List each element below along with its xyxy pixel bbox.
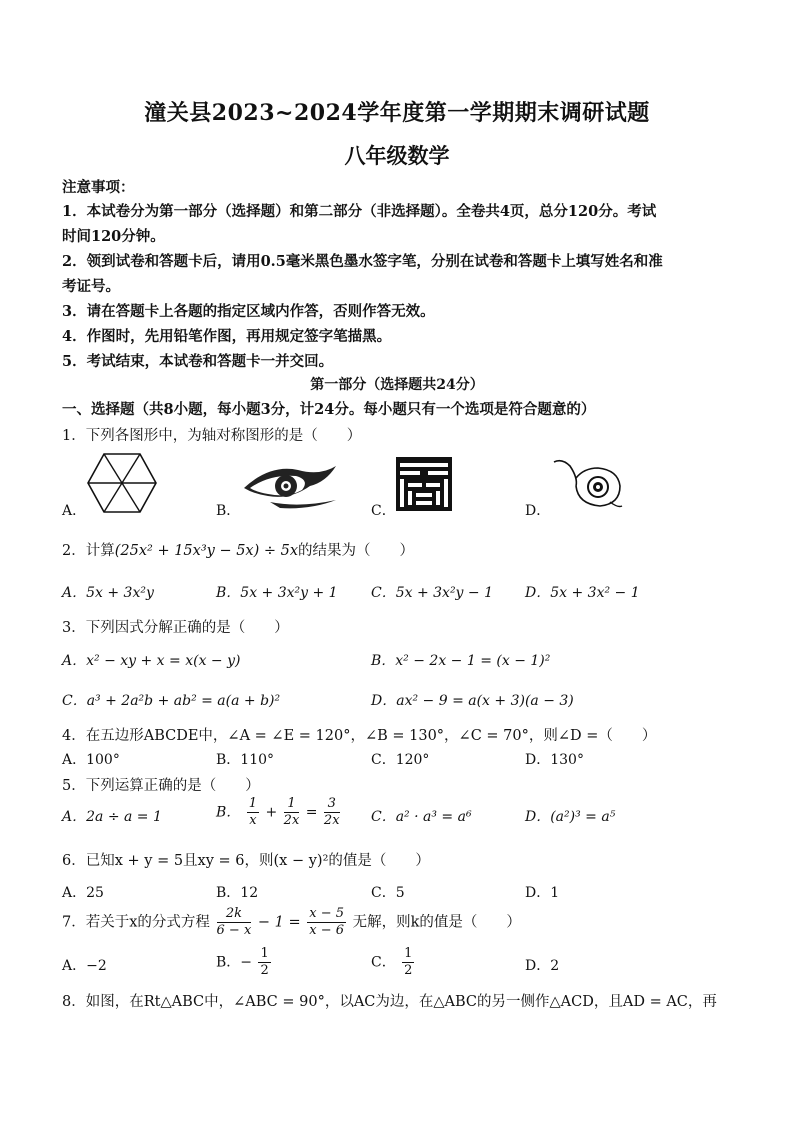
q7-option-d: D．2 xyxy=(525,958,560,974)
numerator: 1 xyxy=(284,796,300,813)
denominator: x − 6 xyxy=(309,923,345,938)
q4-option-a: A．100° xyxy=(62,752,120,768)
q5-stem: 5．下列运算正确的是（ ） xyxy=(62,778,260,794)
q3-option-b: B．x² − 2x − 1 = (x − 1)² xyxy=(371,653,551,669)
q3-option-c: C．a³ + 2a²b + ab² = a(a + b)² xyxy=(62,693,281,709)
q1-option-a: A． xyxy=(62,503,87,519)
numerator: 2k xyxy=(217,906,252,923)
plus-sign: + xyxy=(265,804,278,821)
equals-sign: = xyxy=(305,804,318,821)
q8-stem: 8．如图，在Rt△ABC中，∠ABC = 90°，以AC为边，在△ABC的另一侧作△ACD，且AD = AC，再 xyxy=(62,994,717,1010)
fraction-x-minus-5-over-x-minus-6 xyxy=(307,906,346,939)
q7-option-c-label: C． xyxy=(371,954,396,971)
notice-line-7: 5．考试结束，本试卷和答题卡一并交回。 xyxy=(62,353,334,370)
q7-option-a: A．−2 xyxy=(62,958,107,974)
hexagon-figure xyxy=(86,452,158,514)
q7-stem-post: 无解，则k的值是（ ） xyxy=(352,914,521,931)
q3-stem: 3．下列因式分解正确的是（ ） xyxy=(62,620,289,636)
q7-stem-pre: 7．若关于x的分式方程 xyxy=(62,914,210,931)
notice-heading: 注意事项： xyxy=(62,179,135,196)
q6-option-a: A．25 xyxy=(62,885,104,901)
q6-stem: 6．已知x + y = 5且xy = 6，则(x − y)²的值是（ ） xyxy=(62,853,430,869)
q7-option-b-label: B．− xyxy=(216,954,253,971)
denominator: 2 xyxy=(404,963,413,978)
q3-option-a: A．x² − xy + x = x(x − y) xyxy=(62,653,241,669)
q1-stem: 1．下列各图形中，为轴对称图形的是（ ） xyxy=(62,428,362,444)
q5-option-a: A．2a ÷ a = 1 xyxy=(62,809,162,825)
numerator: 1 xyxy=(248,796,258,811)
notice-line-1: 1．本试卷分为第一部分（选择题）和第二部分（非选择题）。全卷共4页，总分120分。考试 xyxy=(62,203,657,220)
q1-option-b: B． xyxy=(216,503,241,519)
q4-option-c: C．120° xyxy=(371,752,430,768)
numerator: x − 5 xyxy=(309,906,345,921)
q2-stem-post: 的结果为（ ） xyxy=(298,543,415,559)
denominator: 2 xyxy=(260,963,269,978)
section-heading: 一、选择题（共8小题，每小题3分，计24分。每小题只有一个选项是符合题意的） xyxy=(62,401,596,418)
q7-equation-middle: − 1 = xyxy=(257,914,301,931)
q2-expression: (25x² + 15x³y − 5x) ÷ 5x xyxy=(114,543,299,559)
fraction-1-over-2x xyxy=(284,796,300,829)
denominator: 2x xyxy=(283,813,300,828)
q6-option-c: C．5 xyxy=(371,885,405,901)
fraction-2k-over-6-minus-x xyxy=(217,906,252,939)
fraction-1-over-x xyxy=(247,796,259,829)
q4-stem: 4．在五边形ABCDE中，∠A = ∠E = 120°，∠B = 130°，∠C = 70°，则∠D =（ ） xyxy=(62,728,657,744)
q3-option-d: D．ax² − 9 = a(x + 3)(a − 3) xyxy=(371,693,574,709)
q2-option-a: A．5x + 3x²y xyxy=(62,585,154,601)
fraction-3-over-2x xyxy=(324,796,340,829)
eye-figure xyxy=(240,462,340,510)
q6-option-b: B．12 xyxy=(216,885,259,901)
q2-option-c: C．5x + 3x²y − 1 xyxy=(371,585,494,601)
exam-title: 潼关县2023~2024学年度第一学期期末调研试题 xyxy=(144,100,650,126)
notice-line-2: 时间120分钟。 xyxy=(62,228,165,245)
q2-stem xyxy=(62,539,414,560)
q2-option-d: D．5x + 3x² − 1 xyxy=(525,585,640,601)
q7-stem xyxy=(62,906,521,939)
part1-heading: 第一部分（选择题共24分） xyxy=(310,377,484,393)
q2-option-b: B．5x + 3x²y + 1 xyxy=(216,585,338,601)
q4-option-b: B．110° xyxy=(216,752,275,768)
q1-option-c: C． xyxy=(371,503,396,519)
denominator: 2x xyxy=(323,813,340,828)
notice-line-6: 4．作图时，先用铅笔作图，再用规定签字笔描黑。 xyxy=(62,328,392,345)
notice-line-5: 3．请在答题卡上各题的指定区域内作答，否则作答无效。 xyxy=(62,303,435,320)
maze-pattern-figure xyxy=(394,455,454,513)
numerator: 3 xyxy=(324,796,340,813)
fraction-one-half xyxy=(258,946,270,979)
q6-option-d: D．1 xyxy=(525,885,560,901)
q7-option-b xyxy=(216,946,273,979)
numerator: 1 xyxy=(404,946,413,961)
q4-option-d: D．130° xyxy=(525,752,584,768)
q5-option-b xyxy=(216,796,342,829)
notice-line-3: 2．领到试卷和答题卡后，请用0.5毫米黑色墨水签字笔，分别在试卷和答题卡上填写姓名和准 xyxy=(62,253,663,270)
numerator: 1 xyxy=(260,946,269,961)
q1-option-d: D． xyxy=(525,503,551,519)
q5-option-b-label: B． xyxy=(216,804,241,821)
denominator: 6 − x xyxy=(216,923,252,938)
hand-eye-figure xyxy=(548,456,624,512)
q5-option-c: C．a² · a³ = a⁶ xyxy=(371,809,472,825)
q5-option-d: D．(a²)³ = a⁵ xyxy=(525,809,616,825)
notice-line-4: 考证号。 xyxy=(62,278,120,295)
q7-option-c xyxy=(371,946,416,979)
q2-stem-pre: 2．计算 xyxy=(62,543,115,559)
denominator: x xyxy=(249,813,257,828)
fraction-one-half xyxy=(402,946,414,979)
exam-subtitle: 八年级数学 xyxy=(344,143,450,168)
